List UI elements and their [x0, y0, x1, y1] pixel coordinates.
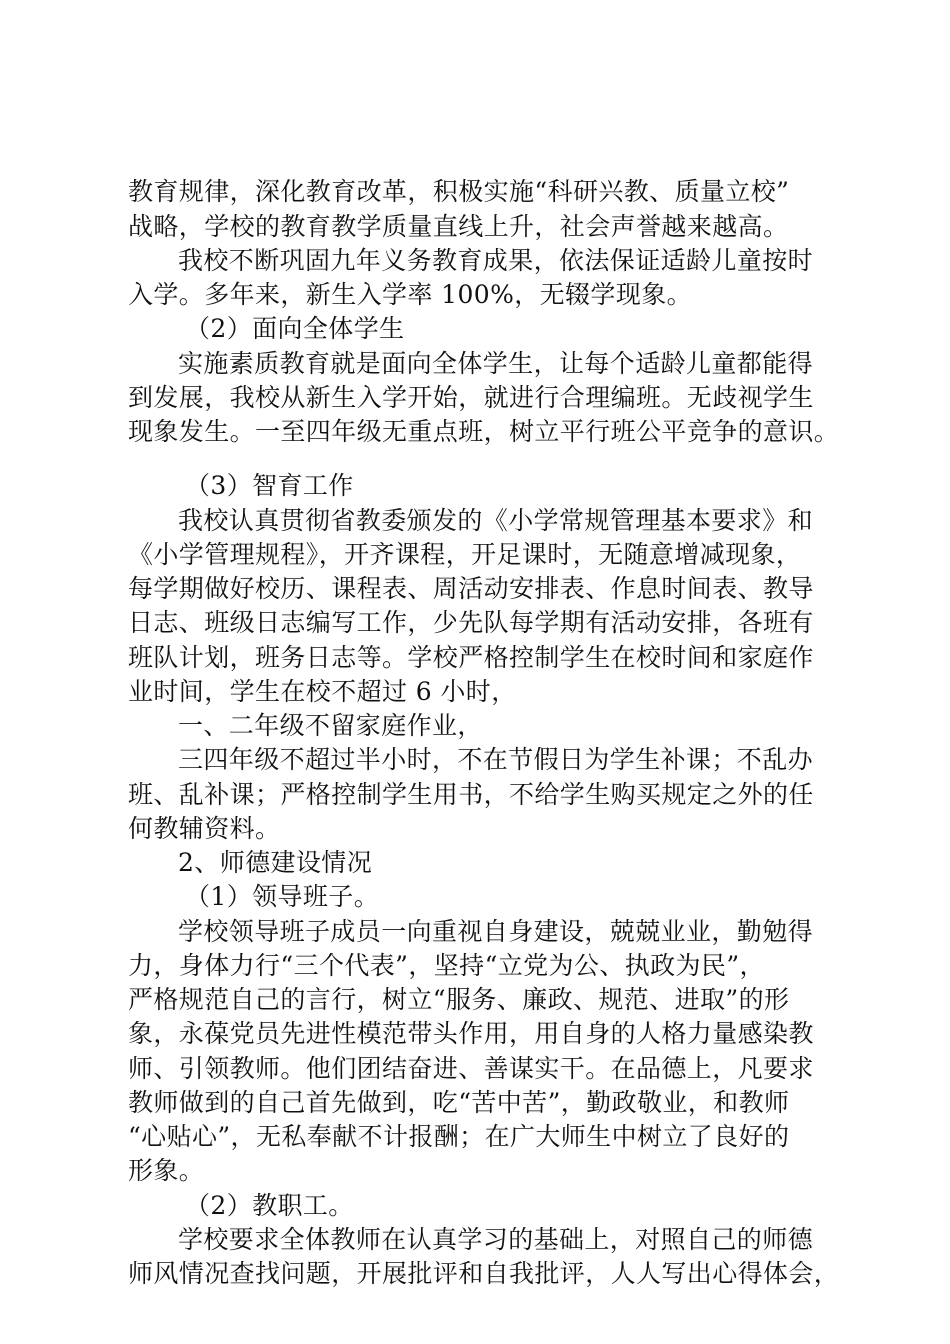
text-line: 学校领导班子成员一向重视自身建设，兢兢业业，勤勉得: [178, 917, 814, 946]
text-line: 师风情况查找问题，开展批评和自我批评，人人写出心得体会，: [128, 1259, 840, 1288]
text-line: 现象发生。一至四年级无重点班，树立平行班公平竞争的意识。: [128, 417, 840, 446]
text-line: 教师做到的自己首先做到，吃“苦中苦”，勤政敬业，和教师: [128, 1088, 790, 1117]
text-line: 每学期做好校历、课程表、周活动安排表、作息时间表、教导: [128, 574, 814, 603]
text-line: 日志、班级日志编写工作，少先队每学期有活动安排，各班有: [128, 608, 814, 637]
text-line: 业时间，学生在校不超过 6 小时，: [128, 677, 517, 706]
text-line: 教育规律，深化教育改革，积极实施“科研兴教、质量立校”: [128, 177, 790, 206]
text-line: 我校不断巩固九年义务教育成果，依法保证适龄儿童按时: [178, 246, 814, 275]
text-line: 实施素质教育就是面向全体学生，让每个适龄儿童都能得: [178, 349, 814, 378]
text-line: 班、乱补课；严格控制学生用书，不给学生购买规定之外的任: [128, 780, 814, 809]
text-line: 三四年级不超过半小时，不在节假日为学生补课；不乱办: [178, 745, 814, 774]
text-line: 我校认真贯彻省教委颁发的《小学常规管理基本要求》和: [178, 506, 814, 535]
section-heading: （3）智育工作: [185, 471, 354, 500]
text-line: 学校要求全体教师在认真学习的基础上，对照自己的师德: [178, 1225, 814, 1254]
text-line: “心贴心”，无私奉献不计报酬；在广大师生中树立了良好的: [128, 1122, 790, 1151]
section-heading: （1）领导班子。: [185, 882, 380, 911]
section-heading: （2）面向全体学生: [185, 314, 405, 343]
section-heading: （2）教职工。: [185, 1191, 354, 1220]
text-line: 力，身体力行“三个代表”，坚持“立党为公、执政为民”，: [128, 951, 765, 980]
text-line: 到发展，我校从新生入学开始，就进行合理编班。无歧视学生: [128, 383, 814, 412]
text-line: 一、二年级不留家庭作业，: [178, 711, 483, 740]
text-line: 战略，学校的教育教学质量直线上升，社会声誉越来越高。: [128, 212, 789, 241]
text-line: 《小学管理规程》，开齐课程，开足课时，无随意增减现象，: [128, 540, 802, 569]
text-line: 师、引领教师。他们团结奋进、善谋实干。在品德上，凡要求: [128, 1054, 814, 1083]
text-line: 入学。多年来，新生入学率 100%，无辍学现象。: [128, 280, 693, 309]
text-line: 班队计划，班务日志等。学校严格控制学生在校时间和家庭作: [128, 643, 814, 672]
text-line: 形象。: [128, 1156, 205, 1185]
text-line: 何教辅资料。: [128, 814, 281, 843]
text-line: 严格规范自己的言行，树立“服务、廉政、规范、进取”的形: [128, 985, 790, 1014]
section-heading: 2、师德建设情况: [178, 848, 373, 877]
text-line: 象，永葆党员先进性模范带头作用，用自身的人格力量感染教: [128, 1019, 814, 1048]
